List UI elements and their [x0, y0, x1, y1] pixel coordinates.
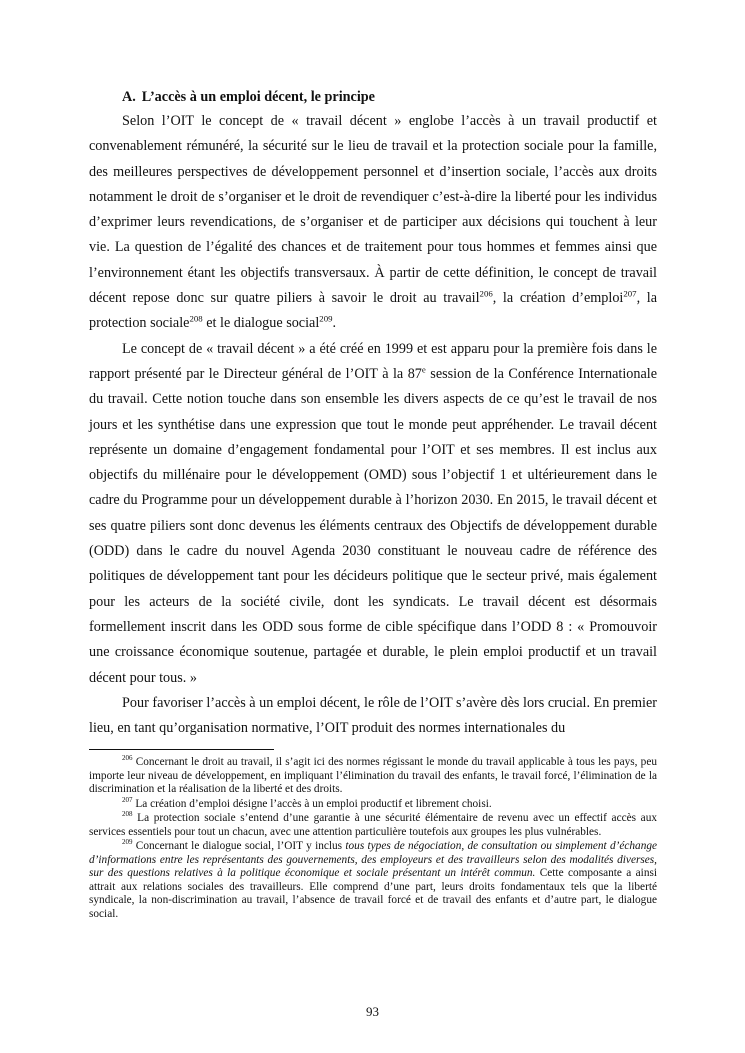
- footnote-ref-207[interactable]: 207: [623, 288, 637, 299]
- paragraph-1-text: , la protection sociale: [89, 290, 658, 332]
- footnote-separator: [89, 749, 274, 750]
- document-page: [89, 87, 657, 922]
- page-number: 93: [366, 1004, 379, 1019]
- footnote-number: 206: [122, 754, 133, 763]
- footnote-italic-text: tous types de négociation, de consultation ou simplement d’échange d’informations entre les représentants des gouvernements, des employeurs et des travailleurs selon des modalités diverses, sur des questions relatives à la politique économique et sociale présentant un intérêt commun.: [89, 840, 658, 880]
- footnote-ref-206[interactable]: 206: [479, 288, 493, 299]
- footnote-text: Concernant le droit au travail, il s’agit ici des normes régissant le monde du travail applicable à tous les pays, peu importe leur niveau de développement, en impliquant l’élimination du travail des enfants, le travail forcé, l’élimination de la discrimination et la réalisation de la liberté et des droits.: [89, 756, 657, 796]
- paragraph-1-text: Selon l’OIT le concept de « travail décent » englobe l’accès à un travail productif et convenablement rémunéré, la sécurité sur le lieu de travail et la protection sociale pour la famille, des meilleures perspectives de développement personnel et d’insertion sociale, l’accès aux droits notamment le droit de s’organiser et le droit de revendiquer c’est-à-dire la liberté pour les individus d’exprimer leurs revendications, de s’organiser et de participer aux décisions qui touchent à leur vie. La question de l’égalité des chances et de traitement pour tous hommes et femmes ainsi que l’environnement étant les objectifs transversaux. À partir de cette définition, le concept de travail décent repose donc sur quatre piliers à savoir le droit au travail: [89, 113, 657, 307]
- section-title: L’accès à un emploi décent, le principe: [141, 89, 375, 105]
- footnote-209: [89, 840, 657, 921]
- footnote-text: Concernant le dialogue social, l’OIT y inclus: [132, 840, 346, 853]
- paragraph-1: [89, 109, 657, 337]
- footnote-text: Cette composante a ainsi attrait aux relations sociales des travailleurs. Elle comprend d’une part, leurs droits fondamentaux tels que la liberté syndicale, la non-discrimination au travail, l’absence de travail forcé et de travail des enfants et d’autre part, le dialogue social.: [89, 867, 658, 920]
- section-number: A.: [122, 89, 136, 105]
- footnote-207: [89, 798, 657, 812]
- section-heading: [89, 87, 657, 107]
- footnote-text: La protection sociale s’entend d’une garantie à une sécurité élémentaire de revenu avec un effectif accès aux services essentiels pour tout un chacun, avec une attention particulière toutefois aux groupes les plus vulnérables.: [89, 812, 657, 838]
- footnote-208: [89, 812, 657, 839]
- paragraph-1-text: .: [332, 315, 337, 332]
- paragraph-1-text: et le dialogue social: [202, 315, 320, 332]
- footnote-number: 209: [122, 838, 133, 847]
- footnote-206: [89, 756, 657, 797]
- paragraph-2-text: Le concept de « travail décent » a été créé en 1999 et est apparu pour la première fois dans le rapport présenté par le Directeur général de l’OIT à la 87: [89, 340, 657, 382]
- paragraph-3: Pour favoriser l’accès à un emploi décent, le rôle de l’OIT s’avère dès lors crucial. En premier lieu, en tant qu’organisation normative, l’OIT produit des normes internationales du: [89, 694, 657, 737]
- footnote-ref-209[interactable]: 209: [319, 313, 333, 324]
- footnote-number: 208: [122, 810, 133, 819]
- footnote-number: 207: [122, 796, 133, 805]
- footnote-ref-208[interactable]: 208: [189, 313, 203, 324]
- paragraph-2-text: session de la Conférence Internationale du travail. Cette notion touche dans son ensemble les divers aspects de ce qu’est le travail de nos jours et les synthétise dans une expression que tout le monde peut appréhender. Le travail décent représente un domaine d’engagement fondamental pour l’OIT et ses membres. Il est inclus aux objectifs du millénaire pour le développement (OMD) sous l’objectif 1 et ultérieurement dans le cadre du Programme pour un développement durable à l’horizon 2030. En 2015, le travail décent et ses quatre piliers sont donc devenus les éléments centraux des Objectifs de développement durable (ODD) dans le cadre du nouvel Agenda 2030 constituant le nouveau cadre de référence des politiques de développement tant pour les décideurs politique que le secteur privé, mais également pour les acteurs de la société civile, dont les syndicats. Le travail décent est désormais formellement inscrit dans les ODD sous forme de cible spécifique dans l’ODD 8 : « Promouvoir une croissance économique soutenue, partagée et durable, le plein emploi productif et un travail décent pour tous. »: [89, 365, 658, 686]
- ordinal-superscript: e: [421, 364, 426, 375]
- footnote-text: La création d’emploi désigne l’accès à un emploi productif et librement choisi.: [132, 797, 492, 810]
- paragraph-1-text: , la création d’emploi: [492, 290, 624, 307]
- paragraph-2: [89, 337, 657, 691]
